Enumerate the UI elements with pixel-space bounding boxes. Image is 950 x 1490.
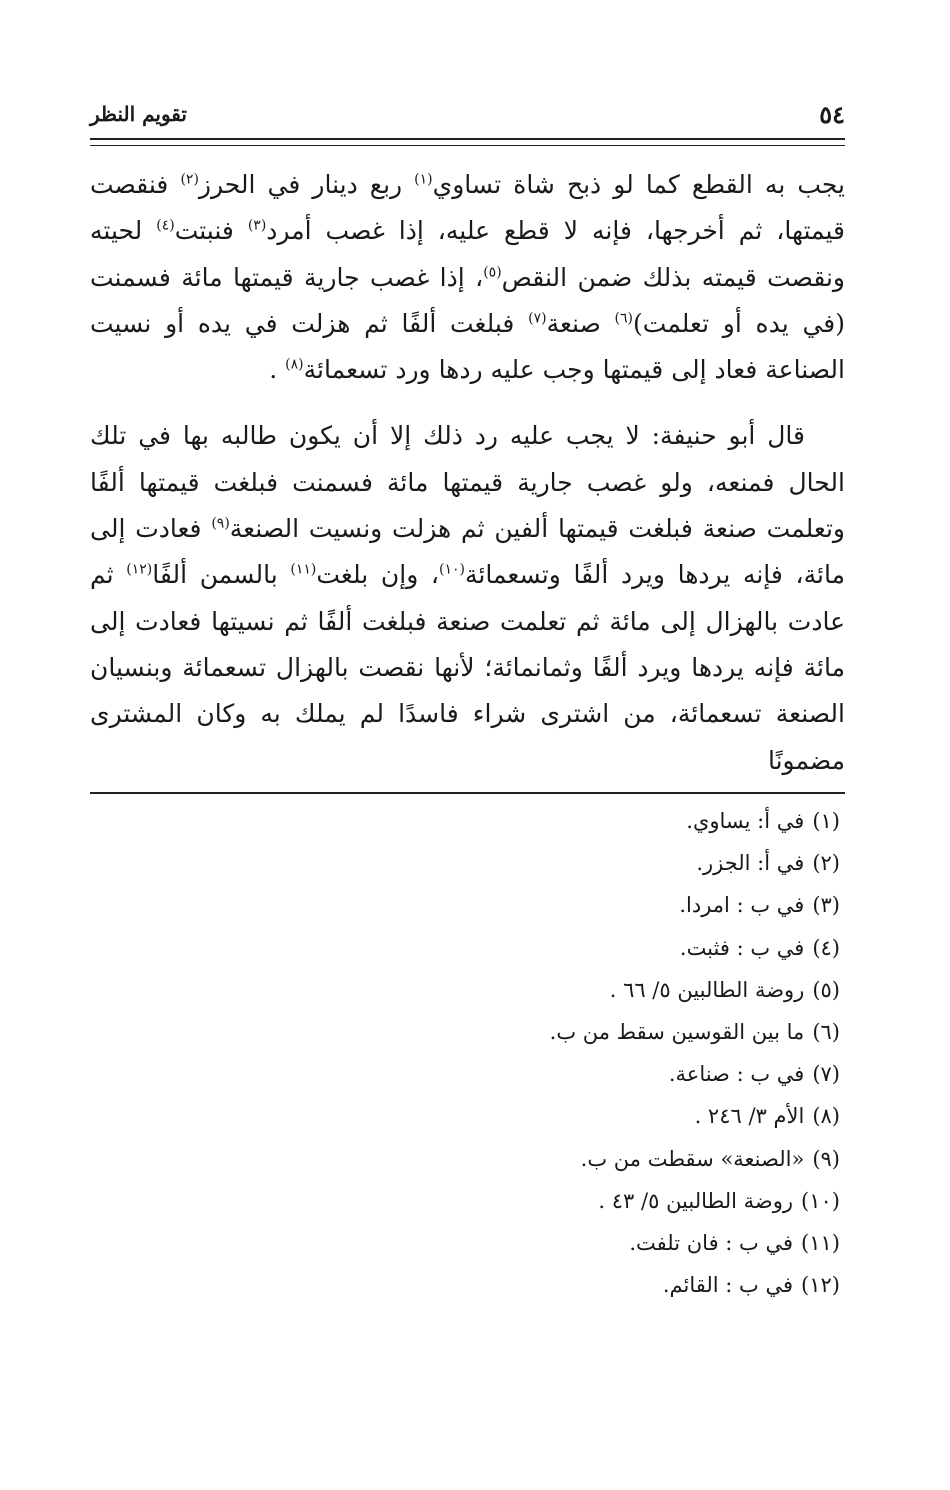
text-run: لحيته ونقصت قيمته بذلك ضمن النقص: [90, 216, 845, 292]
footnote-number: (٥): [812, 977, 840, 1002]
text-run: بالسمن ألفًا: [152, 560, 291, 590]
text-run: فبلغت ألفًا ثم هزلت في يده أو نسيت الصناعة فعاد إلى قيمتها وجب عليه ردها ورد تسعمائة: [90, 308, 845, 385]
text-run: قال أبو حنيفة: لا يجب عليه رد ذلك إلا أن يكون طالبه بها في تلك الحال فمنعه، ولو غصب جارية قيمتها مائة فسمنت فبلغت قيمتها ألفًا وتعلمت صنعة فبلغت قيمتها ألفين ثم هزلت ونسيت الصنعة: [90, 421, 846, 544]
footnote-number: (٤): [812, 935, 840, 960]
footnote-text: في ب : فان تلفت.: [629, 1231, 794, 1256]
text-run: فعادت إلى مائة، فإنه يردها ويرد ألفًا وتسعمائة: [90, 514, 845, 590]
footnote-marker[interactable]: (٢): [180, 171, 199, 188]
footnote-item: [240, 1264, 840, 1306]
footnotes-list: [240, 800, 840, 1306]
footnote-text: «الصنعة» سقطت من ب.: [580, 1146, 805, 1171]
footnote-marker[interactable]: (٩): [211, 515, 230, 532]
footnote-number: (٢): [812, 851, 840, 876]
footnote-item: [240, 884, 840, 926]
footnote-item: [240, 842, 840, 884]
text-run: .: [269, 355, 286, 385]
running-title: تقويم النظر: [90, 102, 187, 126]
text-run: فنقصت قيمتها، ثم أخرجها، فإنه لا قطع عليه، إذا غصب أمرد: [90, 170, 845, 246]
footnote-item: [240, 1095, 840, 1137]
footnote-marker[interactable]: (٦): [614, 310, 634, 327]
paragraph-2: [90, 413, 845, 783]
footnote-marker[interactable]: (١٠): [439, 562, 465, 579]
footnote-number: (١١): [801, 1231, 840, 1256]
footnote-marker[interactable]: (١٢): [126, 562, 153, 579]
footnote-marker[interactable]: (٥): [483, 264, 502, 281]
footnote-number: (١): [812, 809, 840, 833]
footnote-number: (١٠): [801, 1188, 840, 1213]
footnote-item: [240, 927, 840, 969]
page-header: [90, 100, 845, 136]
text-run: ، وإن بلغت: [316, 560, 439, 590]
footnote-item: [240, 1180, 840, 1222]
footnote-marker[interactable]: (١): [414, 171, 433, 188]
header-rule: [90, 138, 845, 146]
text-run: ، إذا غصب جارية قيمتها مائة فسمنت (في يده أو تعلمت): [90, 262, 845, 338]
paragraph-1: [90, 162, 845, 393]
footnote-text: روضة الطالبين ٥/ ٤٣ .: [598, 1188, 794, 1213]
footnote-item: [240, 1138, 840, 1180]
text-run: صنعة: [546, 308, 615, 338]
footnote-text: في ب : امردا.: [679, 893, 805, 918]
footnote-number: (٦): [812, 1020, 840, 1045]
footnote-text: في ب : فثبت.: [679, 935, 805, 960]
footnote-text: في ب : صناعة.: [668, 1062, 805, 1087]
footnote-text: ما بين القوسين سقط من ب.: [549, 1020, 805, 1045]
footnote-marker[interactable]: (٤): [156, 217, 175, 234]
footnote-number: (٣): [812, 893, 840, 918]
text-run: يجب به القطع كما لو ذبح شاة تساوي: [432, 170, 845, 199]
footnote-item: [240, 969, 840, 1011]
footnote-text: في أ: يساوي.: [686, 809, 805, 833]
footnote-item: [240, 800, 840, 842]
footnote-text: الأم ٣/ ٢٤٦ .: [694, 1104, 805, 1129]
footnote-text: روضة الطالبين ٥/ ٦٦ .: [609, 977, 805, 1002]
footnote-marker[interactable]: (٧): [528, 310, 547, 327]
footnote-number: (١٢): [801, 1273, 840, 1298]
footnote-item: [240, 1222, 840, 1264]
text-run: ثم عادت بالهزال إلى مائة ثم تعلمت صنعة فبلغت ألفًا ثم نسيتها فعادت إلى مائة فإنه يردها ويرد ألفًا وثمانمائة؛ لأنها نقصت بالهزال تسعمائة وبنسيان الصنعة تسعمائة، من اشترى شراء فاسدًا لم يملك به وكان المشترى مضمونًا: [90, 560, 845, 775]
footnote-marker[interactable]: (١١): [290, 562, 317, 579]
footnote-number: (٨): [812, 1104, 840, 1129]
main-text: [90, 162, 845, 784]
footnote-item: [240, 1011, 840, 1053]
page-number: ٥٤: [819, 100, 845, 129]
footnote-number: (٩): [812, 1146, 840, 1171]
footnote-separator: [90, 792, 845, 794]
footnote-text: في ب : القائم.: [662, 1273, 794, 1298]
footnote-number: (٧): [812, 1062, 840, 1087]
footnote-item: [240, 1053, 840, 1095]
footnote-marker[interactable]: (٣): [247, 217, 267, 234]
footnote-text: في أ: الجزر.: [696, 851, 805, 876]
text-run: فنبتت: [174, 216, 248, 246]
footnote-marker[interactable]: (٨): [285, 356, 304, 373]
text-run: ربع دينار في الحرز: [198, 170, 415, 199]
